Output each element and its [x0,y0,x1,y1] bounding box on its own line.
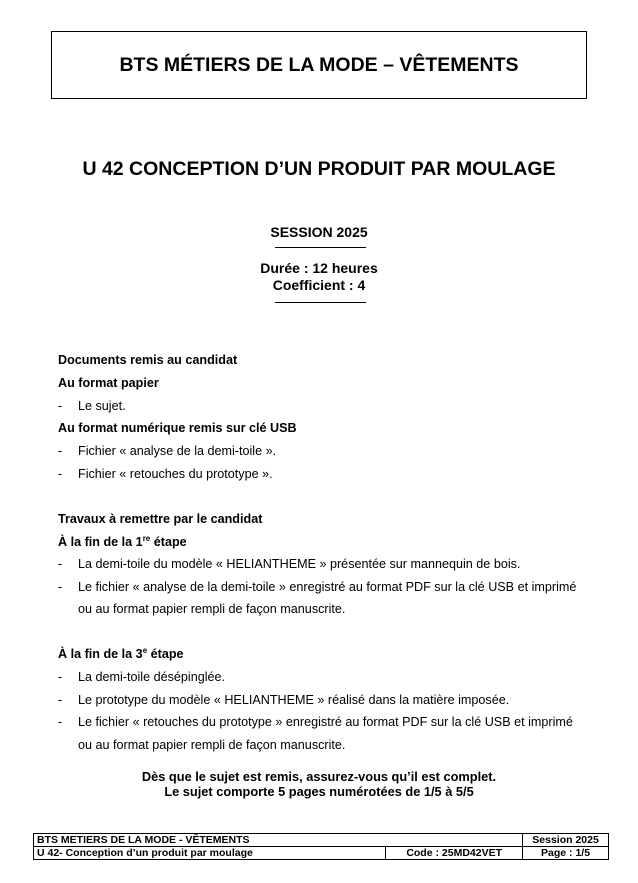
coefficient: Coefficient : 4 [272,277,366,293]
bullet: - [58,557,63,571]
footer-session: Session 2025 [523,834,609,847]
paper-heading: Au format papier [58,376,159,390]
footer-code: Code : 25MD42VET [386,847,523,860]
bullet: - [58,693,63,707]
duration: Durée : 12 heures [260,260,378,276]
footer-table [33,833,609,860]
footer-row [34,847,609,860]
unit-title: U 42 CONCEPTION D’UN PRODUIT PAR MOULAGE [82,158,556,180]
footer-exam: BTS METIERS DE LA MODE - VÊTEMENTS [34,834,523,847]
exam-title: BTS MÉTIERS DE LA MODE – VÊTEMENTS [119,53,519,76]
footer-unit: U 42- Conception d’un produit par moulage [34,847,386,860]
bullet: - [58,580,63,594]
footer-page: Page : 1/5 [523,847,609,860]
documents-heading: Documents remis au candidat [58,353,238,367]
session-label: SESSION 2025 [270,224,368,240]
bullet: - [58,444,63,458]
bullet: - [58,715,63,729]
footer-row [34,834,609,847]
notice-line-1: Dès que le sujet est remis, assurez-vous qu’il est complet. [141,769,497,784]
step3-heading: À la fin de la 3e étape [58,646,184,661]
bullet: - [58,670,63,684]
work-heading: Travaux à remettre par le candidat [58,512,263,526]
bullet: - [58,467,63,481]
step1-heading: À la fin de la 1re étape [58,534,187,549]
bullet: - [58,399,63,413]
notice-line-2: Le sujet comporte 5 pages numérotées de 1/5 à 5/5 [164,784,474,799]
notice [0,769,638,799]
usb-heading: Au format numérique remis sur clé USB [58,421,297,435]
instructions: Documents remis au candidat Au format papier - Le sujet. Au format numérique remis sur clé USB - Fichier « analyse de la demi-toile ». - Fichier « retouches du prototype ». Travaux à remettre par le candidat À la fin de la 1re étape - La demi-toile du modèle « HELIANTHEME » présentée sur mannequin de bois. - Le fichier « analyse de la demi-toile » enregistré au format PDF sur la clé USB et imprimé ou au format papier rempli de façon manuscrite. À la fin de la 3e étape - La demi-toile désépinglée. - Le prototype du modèle « HELIANTHEME » réalisé dans la matière imposée. - Le fichier « retouches du prototype » enregistré au format PDF sur la clé USB et imprimé ou au format papier rempli de façon manuscrite. [58,353,577,752]
